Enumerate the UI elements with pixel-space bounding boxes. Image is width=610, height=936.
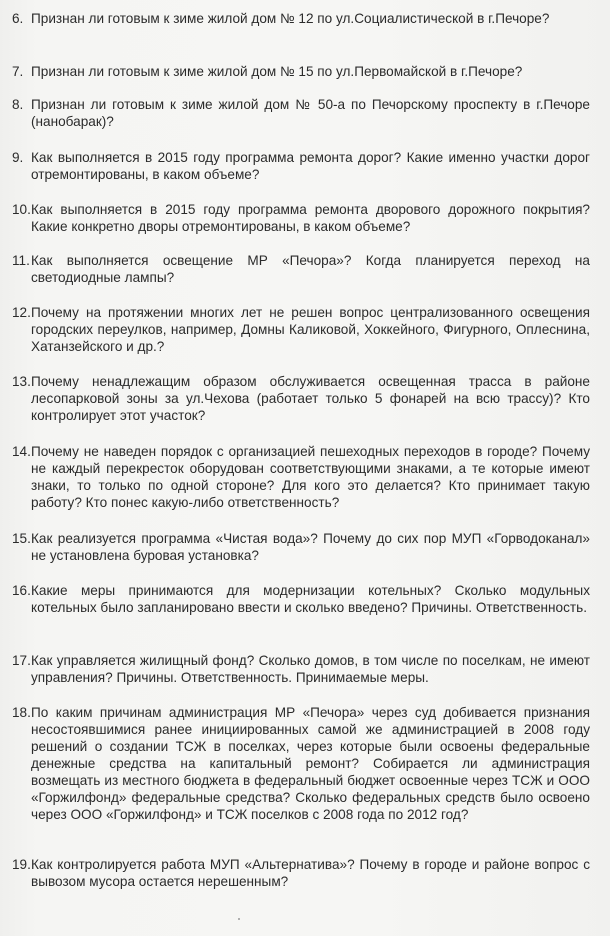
question-text: Какие меры принимаются для модернизации котельных? Сколько модульных котельных было запланировано ввести и сколько введено? Причины. Ответственность.: [31, 583, 590, 615]
question-15: [12, 530, 590, 564]
question-number: 13.: [12, 374, 31, 389]
question-18: [12, 704, 590, 823]
question-6: [12, 10, 590, 27]
scan-speck: [238, 918, 240, 920]
question-number: 11.: [12, 253, 30, 268]
question-text: Как управляется жилищный фонд? Сколько домов, в том числе по поселкам, не имеют управления? Причины. Ответственность. Принимаемые меры.: [31, 653, 590, 685]
question-12: [12, 304, 590, 355]
question-text: Признан ли готовым к зиме жилой дом № 50-а по Печорскому проспекту в г.Печоре (нанобарак)?: [31, 97, 590, 129]
question-9: [12, 149, 590, 183]
question-17: [12, 652, 590, 686]
question-number: 18.: [12, 705, 31, 720]
question-number: 7.: [12, 64, 24, 79]
question-text: Почему не наведен порядок с организацией пешеходных переходов в городе? Почему не каждый перекресток оборудован соответствующими знаками, а те которые имеют знаки, то только по одной стороне? Для кого это делается? Кто принимает такую работу? Кто понес какую-либо ответственность?: [31, 444, 590, 510]
question-number: 15.: [12, 531, 31, 546]
question-16: [12, 582, 590, 616]
question-text: Как выполняется освещение МР «Печора»? Когда планируется переход на светодиодные лампы?: [31, 253, 590, 285]
question-14: [12, 443, 590, 511]
question-text: Почему на протяжении многих лет не решен вопрос централизованного освещения городских переулков, например, Домны Каликовой, Хоккейного, Фигурного, Оплеснина, Хатанзейского и др.?: [31, 305, 590, 354]
question-11: [12, 252, 590, 286]
question-number: 12.: [12, 305, 31, 320]
question-text: Как выполняется в 2015 году программа ремонта дорог? Какие именно участки дорог отремонтированы, в каком объеме?: [31, 150, 590, 182]
question-number: 6.: [12, 11, 24, 26]
question-text: Почему ненадлежащим образом обслуживается освещенная трасса в районе лесопарковой зоны за ул.Чехова (работает только 5 фонарей на всю трассу)? Кто контролирует этот участок?: [31, 374, 590, 423]
question-number: 19.: [12, 857, 31, 872]
question-number: 14.: [12, 444, 31, 459]
question-number: 10.: [12, 202, 31, 217]
question-text: Признан ли готовым к зиме жилой дом № 15 по ул.Первомайской в г.Печоре?: [31, 64, 523, 79]
question-7: [12, 63, 590, 80]
question-8: [12, 96, 590, 130]
question-number: 9.: [12, 150, 24, 165]
question-text: Признан ли готовым к зиме жилой дом № 12 по ул.Социалистической в г.Печоре?: [31, 11, 550, 26]
question-10: [12, 201, 590, 235]
question-number: 16.: [12, 583, 31, 598]
question-text: Как реализуется программа «Чистая вода»? Почему до сих пор МУП «Горводоканал» не установлена буровая установка?: [31, 531, 590, 563]
question-text: По каким причинам администрация МР «Печора» через суд добивается признания несостоявшимися ранее инициированных самой же администрацией в 2008 году решений о создании ТСЖ в поселках, через которые были освоены федеральные денежные средства на капитальный ремонт? Собирается ли администрация возмещать из местного бюджета в федеральный бюджет освоенные через ТСЖ и ООО «Горжилфонд» федеральные средства? Сколько федеральных средств было освоено через ООО «Горжилфонд» и ТСЖ поселков с 2008 года по 2012 год?: [31, 705, 590, 822]
question-number: 17.: [12, 653, 31, 668]
question-text: Как контролируется работа МУП «Альтернатива»? Почему в городе и районе вопрос с вывозом мусора остается нерешенным?: [31, 857, 590, 889]
question-19: [12, 856, 590, 890]
question-number: 8.: [12, 97, 24, 112]
question-text: Как выполняется в 2015 году программа ремонта дворового дорожного покрытия? Какие конкретно дворы отремонтированы, в каком объеме?: [31, 202, 590, 234]
question-13: [12, 373, 590, 424]
